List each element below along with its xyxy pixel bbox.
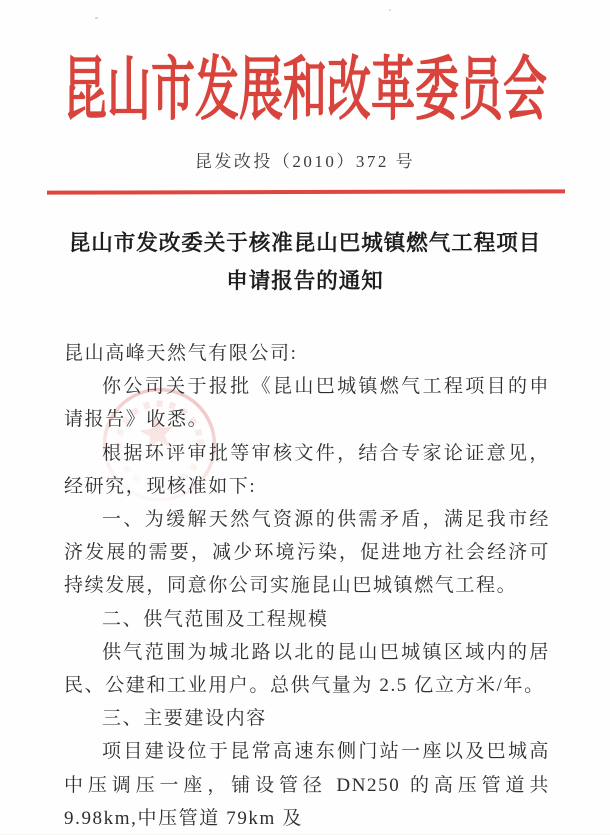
red-separator-rule bbox=[47, 189, 565, 194]
document-number: 昆发改投（2010）372 号 bbox=[194, 152, 416, 171]
notice-title bbox=[0, 224, 610, 300]
salutation: 昆山高峰天然气有限公司: bbox=[64, 343, 298, 364]
body-paragraph: 项目建设位于昆常高速东侧门站一座以及巴城高中压调压一座，铺设管径 DN250 的高压管道共 9.98km,中压管道 79km 及 bbox=[64, 741, 550, 829]
scan-speck bbox=[389, 9, 391, 11]
scan-speck bbox=[95, 17, 98, 19]
body-paragraph: 根据环评审批等审核文件，结合专家论证意见，经研究，现核准如下: bbox=[64, 442, 550, 497]
body-paragraph: 供气范围为城北路以北的昆山巴城镇区域内的居民、公建和工业用户。总供气量为 2.5 亿立方米/年。 bbox=[64, 641, 550, 697]
body-paragraph: 你公司关于报批《昆山巴城镇燃气工程项目的申请报告》收悉。 bbox=[64, 376, 550, 431]
body-section-heading: 二、供气范围及工程规模 bbox=[102, 608, 329, 630]
notice-title-line1: 昆山市发改委关于核准昆山巴城镇燃气工程项目 bbox=[68, 231, 542, 255]
notice-body bbox=[64, 337, 550, 835]
notice-title-line2: 申请报告的通知 bbox=[226, 269, 384, 293]
body-paragraph: 一、为缓解天然气资源的供需矛盾，满足我市经济发展的需要，减少环境污染，促进地方社会经济可持续发展，同意你公司实施昆山巴城镇燃气工程。 bbox=[64, 509, 550, 597]
issuing-agency-masthead: 昆山市发展和改革委员会 bbox=[63, 51, 547, 129]
body-section-heading: 三、主要建设内容 bbox=[102, 708, 267, 730]
